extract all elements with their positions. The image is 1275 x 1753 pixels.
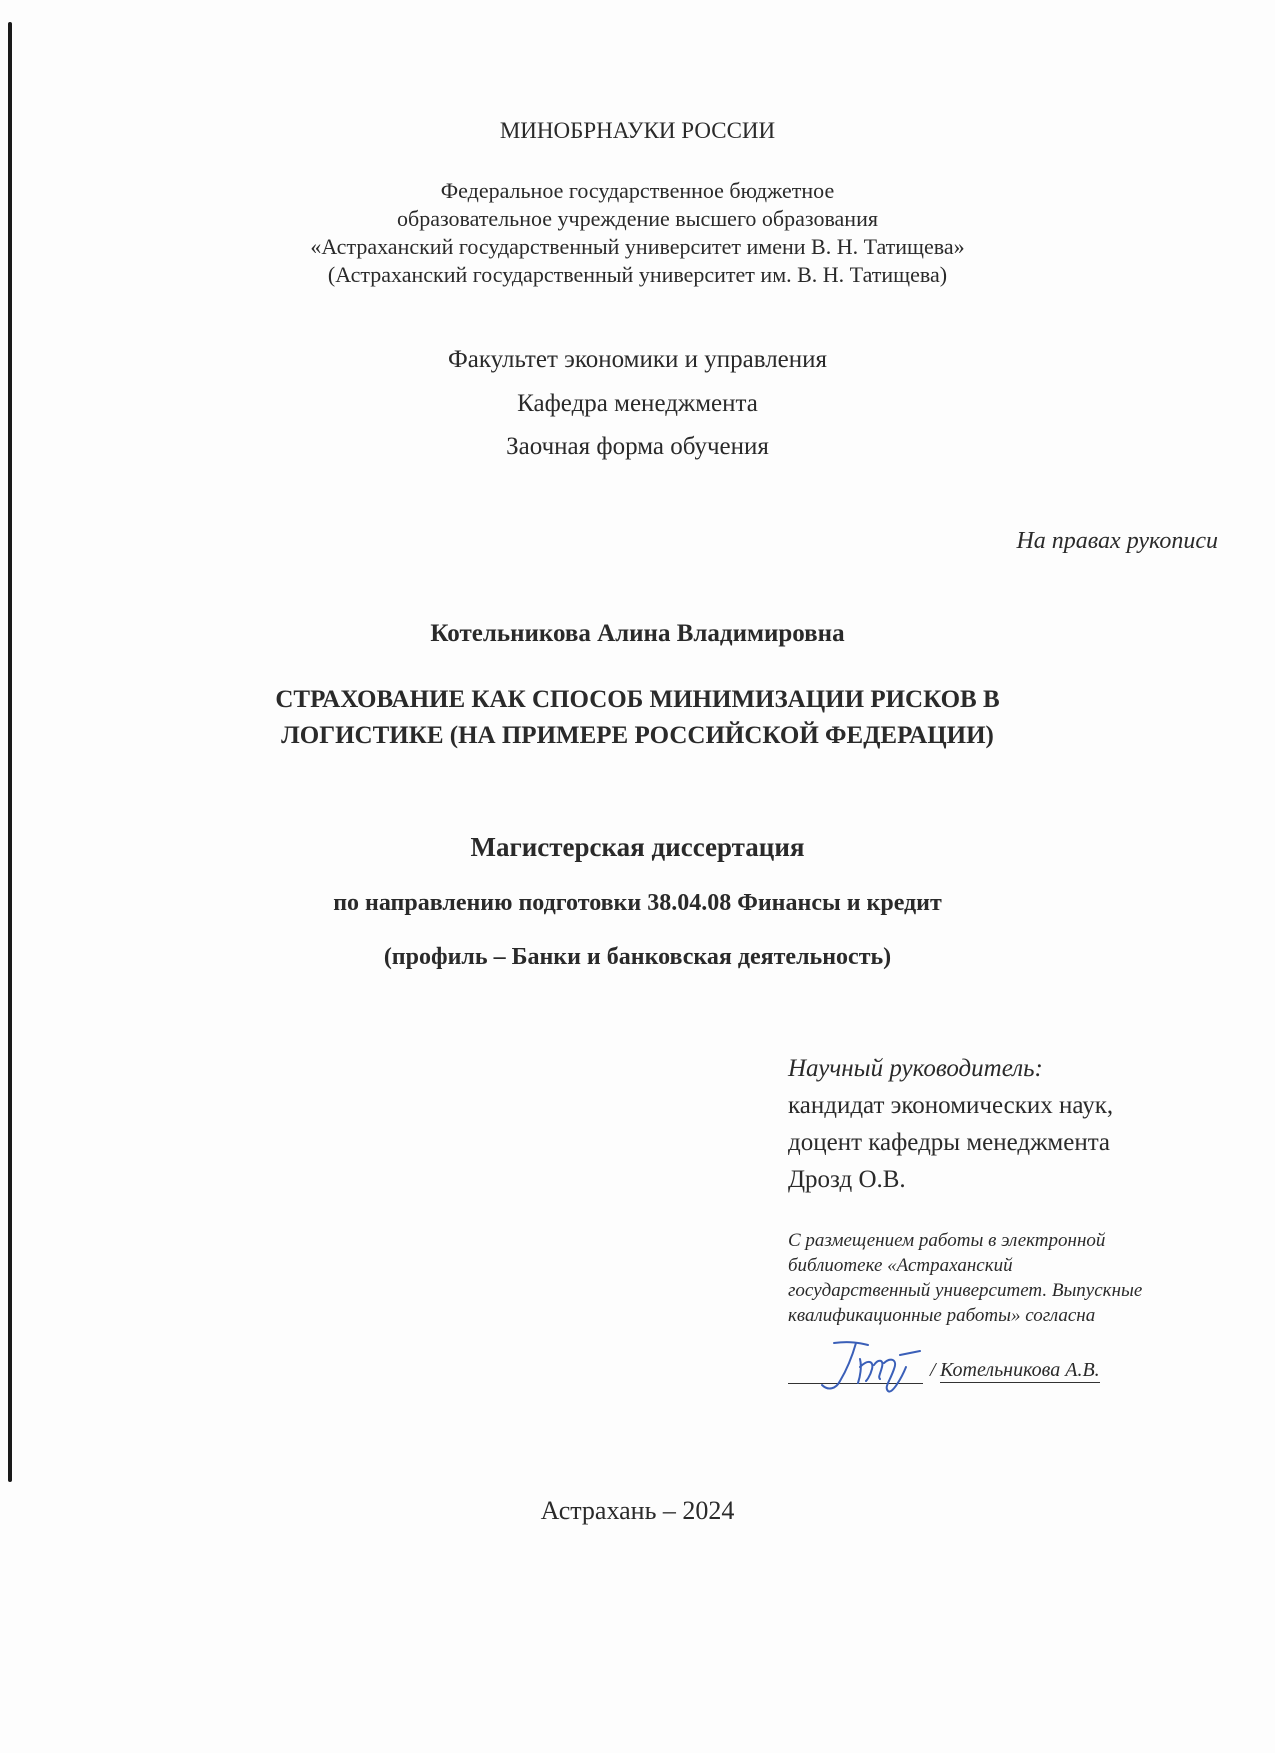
signature-separator: / bbox=[930, 1359, 936, 1381]
handwritten-signature bbox=[816, 1337, 926, 1397]
supervisor-block bbox=[788, 1050, 1113, 1198]
work-type: Магистерская диссертация bbox=[470, 832, 805, 862]
consent-line-3: государственный университет. Выпускные bbox=[788, 1280, 1143, 1301]
university-line-1: Федеральное государственное бюджетное bbox=[440, 178, 835, 203]
author-name: Котельникова Алина Владимировна bbox=[430, 620, 845, 647]
supervisor-label: Научный руководитель: bbox=[788, 1055, 1043, 1082]
consent-line-1: С размещением работы в электронной bbox=[788, 1230, 1106, 1251]
supervisor-position: доцент кафедры менеджмента bbox=[788, 1129, 1111, 1156]
study-direction: по направлению подготовки 38.04.08 Финансы и кредит bbox=[333, 890, 942, 916]
thesis-title-line-1: СТРАХОВАНИЕ КАК СПОСОБ МИНИМИЗАЦИИ РИСКОВ В bbox=[275, 686, 1000, 713]
study-form: Заочная форма обучения bbox=[506, 433, 769, 460]
consent-line-4: квалификационные работы» согласна bbox=[788, 1305, 1096, 1326]
consent-line-2: библиотеке «Астраханский bbox=[788, 1255, 1013, 1276]
ministry-heading: МИНОБРНАУКИ РОССИИ bbox=[499, 118, 776, 143]
faculty-name: Факультет экономики и управления bbox=[447, 346, 828, 373]
consent-statement bbox=[788, 1228, 1142, 1328]
supervisor-name: Дрозд О.В. bbox=[788, 1166, 906, 1193]
supervisor-degree: кандидат экономических наук, bbox=[788, 1092, 1114, 1119]
thesis-title-line-2: ЛОГИСТИКЕ (НА ПРИМЕРЕ РОССИЙСКОЙ ФЕДЕРАЦИИ) bbox=[281, 722, 994, 749]
signature-row bbox=[788, 1345, 1133, 1395]
study-profile: (профиль – Банки и банковская деятельность) bbox=[383, 944, 892, 970]
city-year: Астрахань – 2024 bbox=[540, 1496, 735, 1525]
university-line-2: образовательное учреждение высшего образования bbox=[397, 206, 878, 231]
university-line-4: (Астраханский государственный университет им. В. Н. Татищева) bbox=[327, 262, 948, 287]
signer-name: Котельникова А.В. bbox=[940, 1359, 1100, 1381]
university-line-3: «Астраханский государственный университет имени В. Н. Татищева» bbox=[310, 234, 965, 259]
department-name: Кафедра менеджмента bbox=[517, 390, 758, 417]
manuscript-note: На правах рукописи bbox=[1016, 528, 1218, 554]
